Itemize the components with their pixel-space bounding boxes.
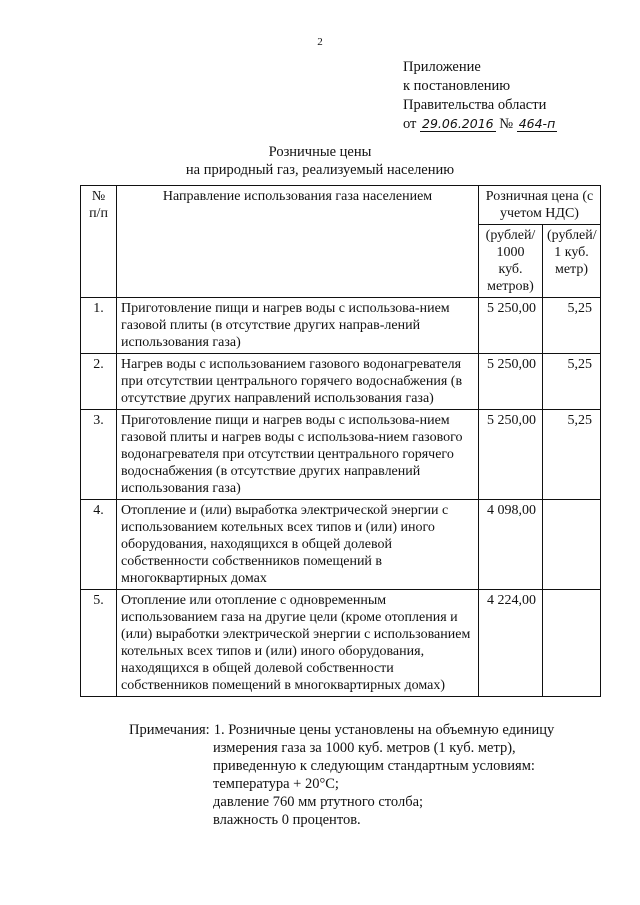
header-per-1: (рублей/ 1 куб. метр) <box>543 225 601 298</box>
appendix-line-1: Приложение <box>403 59 481 75</box>
header-per-1000: (рублей/ 1000 куб. метров) <box>479 225 543 298</box>
row-num: 5. <box>81 590 117 697</box>
row-description: Нагрев воды с использованием газового водонагревателя при отсутствии центрального горячего водоснабжения (в отсутствие других направлений использования газа) <box>117 354 479 410</box>
note-line-3: приведенную к следующим стандартным условиям: <box>213 758 535 774</box>
row-price-1 <box>543 500 601 590</box>
row-price-1: 5,25 <box>543 410 601 500</box>
appendix-line-2: к постановлению <box>403 78 511 94</box>
table-row <box>81 298 601 354</box>
row-price-1: 5,25 <box>543 298 601 354</box>
row-price-1000: 5 250,00 <box>479 410 543 500</box>
row-description: Отопление и (или) выработка электрической энергии с использованием котельных всех типов и (или) иного оборудования, находящихся в общей долевой собственности собственников помещений в многоквартирных домах <box>117 500 479 590</box>
table-row <box>81 410 601 500</box>
table-row <box>81 590 601 697</box>
row-price-1: 5,25 <box>543 354 601 410</box>
number-prefix: № <box>499 116 514 132</box>
row-price-1000: 4 098,00 <box>479 500 543 590</box>
appendix-date-line <box>403 115 557 134</box>
title-line-1: Розничные цены <box>268 144 372 160</box>
note-line-6: влажность 0 процентов. <box>213 812 361 828</box>
row-num: 3. <box>81 410 117 500</box>
row-price-1000: 5 250,00 <box>479 298 543 354</box>
note-line-5: давление 760 мм ртутного столба; <box>213 794 424 810</box>
header-price: Розничная цена (с учетом НДС) <box>479 186 601 225</box>
price-table <box>80 185 601 697</box>
row-description: Приготовление пищи и нагрев воды с использова-нием газовой плиты и нагрев воды с использова-нием газового водонагревателя при отсутствии центрального горячего водоснабжения (в отсутствие других направлений использования газа) <box>117 410 479 500</box>
table-row <box>81 500 601 590</box>
header-direction: Направление использования газа населением <box>117 186 479 298</box>
notes-first-row <box>129 721 599 739</box>
table-header-row <box>81 186 601 225</box>
row-description: Отопление или отопление с одновременным использованием газа на другие цели (кроме отопления и (или) выработки электрической энергии с использованием котельных всех типов и (или) иного оборудования, находящихся в общей долевой собственности собственников помещений в многоквартирных домах) <box>117 590 479 697</box>
row-num: 1. <box>81 298 117 354</box>
date-prefix: от <box>403 116 417 132</box>
appendix-block <box>403 58 557 134</box>
table-row <box>81 354 601 410</box>
row-price-1000: 5 250,00 <box>479 354 543 410</box>
row-price-1000: 4 224,00 <box>479 590 543 697</box>
appendix-line-3: Правительства области <box>403 97 547 113</box>
note-line-2: измерения газа за 1000 куб. метров (1 куб. метр), <box>213 740 516 756</box>
handwritten-date: 29.06.2016 <box>422 116 494 131</box>
row-description: Приготовление пищи и нагрев воды с использова-нием газовой плиты (в отсутствие других направ-лений использования газа) <box>117 298 479 354</box>
header-num: № п/п <box>81 186 117 298</box>
document-title <box>0 143 640 179</box>
page-number: 2 <box>317 36 323 48</box>
row-num: 4. <box>81 500 117 590</box>
notes-block <box>129 721 599 829</box>
title-line-2: на природный газ, реализуемый населению <box>185 162 455 178</box>
row-num: 2. <box>81 354 117 410</box>
row-price-1 <box>543 590 601 697</box>
note-line-1: 1. Розничные цены установлены на объемную единицу <box>213 722 555 738</box>
notes-label: Примечания: <box>129 722 210 738</box>
note-line-4: температура + 20°С; <box>213 776 339 792</box>
handwritten-number: 464-п <box>518 116 556 131</box>
